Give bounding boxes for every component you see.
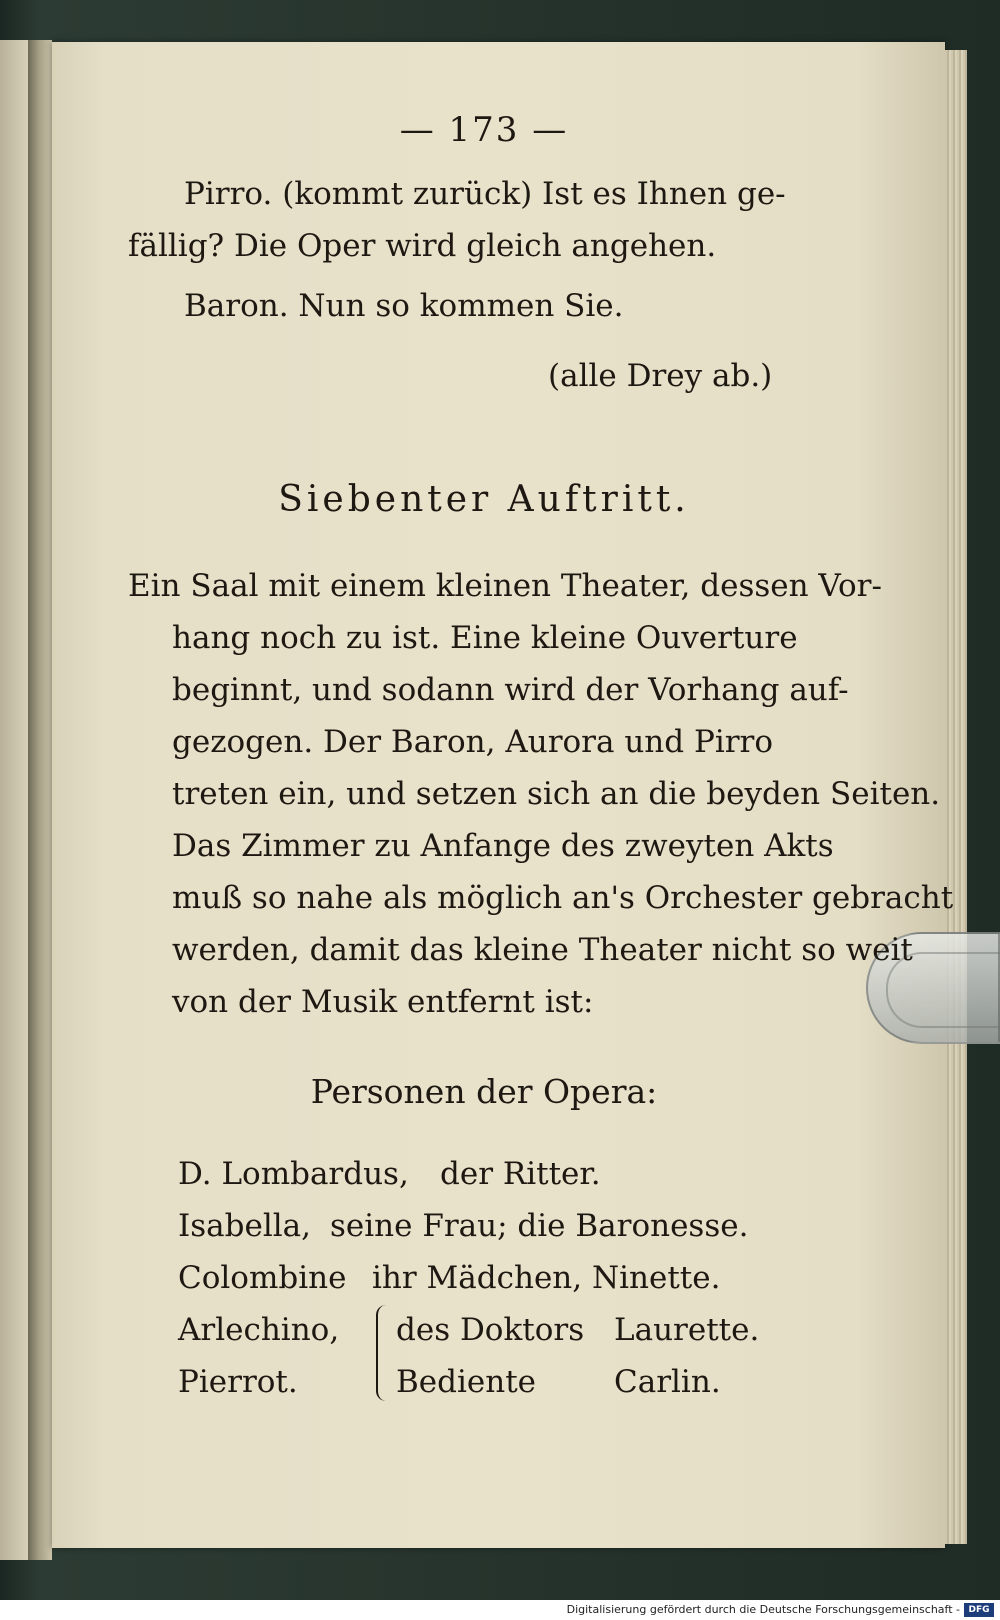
book-gutter xyxy=(28,40,52,1560)
cast-description: ihr Mädchen, Ninette. xyxy=(372,1260,721,1296)
stage-direction-line: Das Zimmer zu Anfange des zweyten Akts xyxy=(172,828,834,864)
dialogue-line: Pirro. (kommt zurück) Ist es Ihnen ge- xyxy=(184,176,786,212)
scene-heading: Siebenter Auftritt. xyxy=(278,479,690,520)
cast-actor: Laurette. xyxy=(614,1312,760,1348)
funding-credit: Digitalisierung gefördert durch die Deutsche Forschungsgemeinschaft - xyxy=(566,1603,960,1616)
cast-role: Colombine xyxy=(178,1260,347,1296)
cast-description: der Ritter. xyxy=(440,1156,601,1192)
cast-description: seine Frau; die Baronesse. xyxy=(330,1208,749,1244)
stage-direction-line: beginnt, und sodann wird der Vorhang auf- xyxy=(172,672,849,708)
stage-direction-line: Ein Saal mit einem kleinen Theater, dessen Vor- xyxy=(128,568,882,604)
stage-direction-line: treten ein, und setzen sich an die beyden Seiten. xyxy=(172,776,941,812)
stage-direction-line: werden, damit das kleine Theater nicht so weit xyxy=(172,932,913,968)
curly-brace xyxy=(376,1305,392,1401)
stage-direction-line: hang noch zu ist. Eine kleine Ouverture xyxy=(172,620,798,656)
exit-direction: (alle Drey ab.) xyxy=(548,358,773,394)
cast-heading: Personen der Opera: xyxy=(310,1072,658,1111)
facing-page-edge xyxy=(0,40,28,1560)
servant-group: Bediente xyxy=(396,1364,536,1400)
stage-direction-line: muß so nahe als möglich an's Orchester gebracht xyxy=(172,880,954,916)
cast-actor: Carlin. xyxy=(614,1364,721,1400)
stage-direction-line: gezogen. Der Baron, Aurora und Pirro xyxy=(172,724,774,760)
cast-role: D. Lombardus, xyxy=(178,1156,409,1192)
dialogue-line: fällig? Die Oper wird gleich angehen. xyxy=(128,228,717,264)
stage-direction-line: von der Musik entfernt ist: xyxy=(172,984,594,1020)
page-edges xyxy=(945,50,967,1544)
servant-group: des Doktors xyxy=(396,1312,585,1348)
dialogue-line: Baron. Nun so kommen Sie. xyxy=(184,288,624,324)
digitization-footer xyxy=(0,1600,1000,1620)
dfg-logo: DFG xyxy=(964,1603,994,1617)
page-number: — 173 — xyxy=(399,110,569,150)
cast-role: Isabella, xyxy=(178,1208,311,1244)
cast-role: Pierrot. xyxy=(178,1364,298,1400)
cast-role: Arlechino, xyxy=(178,1312,340,1348)
